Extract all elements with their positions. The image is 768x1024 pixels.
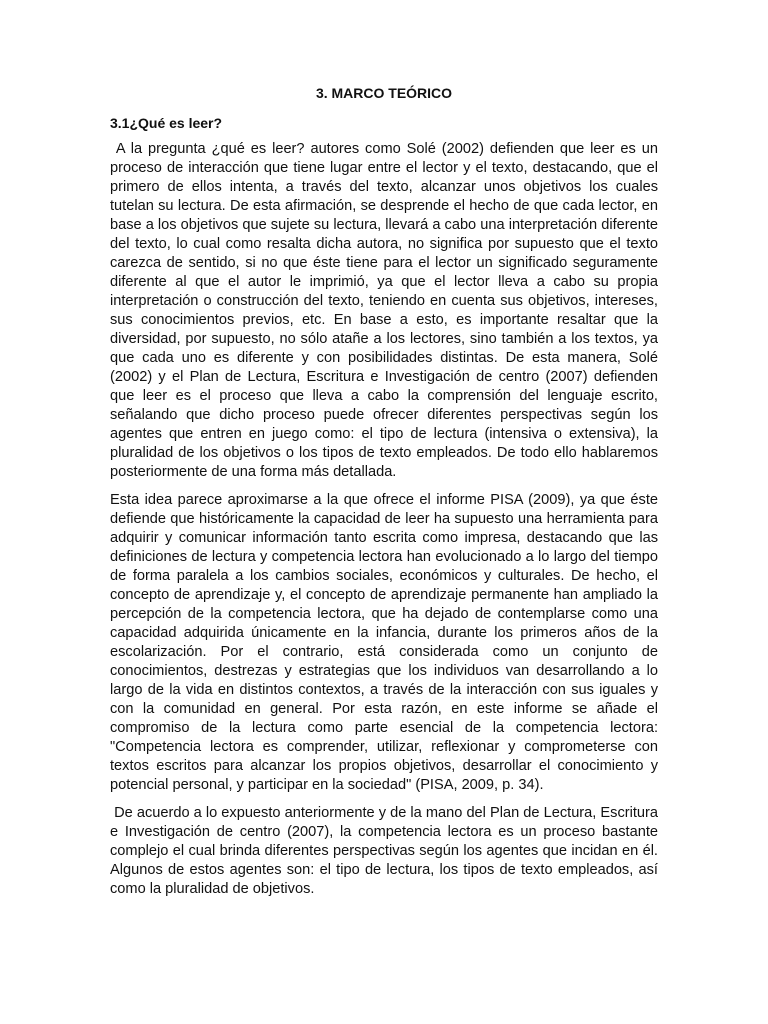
- section-heading: 3.1¿Qué es leer?: [110, 115, 223, 131]
- paragraph-2: Esta idea parece aproximarse a la que ofrece el informe PISA (2009), ya que éste defiende que históricamente la capacidad de leer ha supuesto una herramienta para adquirir y comunicar información tanto escrita como impresa, destacando que las definiciones de lectura y competencia lectora han evolucionado a lo largo del tiempo de forma paralela a los cambios sociales, económicos y culturales. De hecho, el concepto de aprendizaje y, el concepto de aprendizaje permanente han ampliado la percepción de la competencia lectora, que ha dejado de contemplarse como una capacidad adquirida únicamente en la infancia, durante los primeros años de la escolarización. Por el contrario, está considerada como un conjunto de conocimientos, destrezas y estrategias que los individuos van desarrollando a lo largo de la vida en distintos contextos, a través de la interacción con sus iguales y con la comunidad en general. Por esta razón, en este informe se añade el compromiso de la lectura como parte esencial de la competencia lectora: "Competencia lectora es comprender, utilizar, reflexionar y comprometerse con textos escritos para alcanzar los propios objetivos, desarrollar el conocimiento y potencial personal, y participar en la sociedad" (PISA, 2009, p. 34).: [110, 492, 663, 793]
- paragraph-1: A la pregunta ¿qué es leer? autores como Solé (2002) defienden que leer es un proceso de interacción que tiene lugar entre el lector y el texto, destacando, que el primero de ellos intenta, a través del texto, alcanzar unos objetivos los cuales tutelan su lectura. De esta afirmación, se desprende el hecho de que cada lector, en base a los objetivos que sujete su lectura, llevará a cabo una interpretación diferente del texto, lo cual como resalta dicha autora, no significa por supuesto que el texto carezca de sentido, si no que éste tiene para el lector un significado seguramente diferente al que el autor le imprimió, ya que el lector lleva a cabo su propia interpretación o construcción del texto, teniendo en cuenta sus objetivos, intereses, sus conocimientos previos, etc. En base a esto, es importante resaltar que la diversidad, por supuesto, no sólo atañe a los lectores, sino también a los textos, ya que cada uno es diferente y con posibilidades distintas. De esta manera, Solé (2002) y el Plan de Lectura, Escritura e Investigación de centro (2007) defienden que leer es el proceso que lleva a cabo la comprensión del lenguaje escrito, señalando que dicho proceso puede ofrecer diferentes perspectivas según los agentes que entren en juego como: el tipo de lectura (intensiva o extensiva), la pluralidad de los objetivos o los tipos de texto empleados. De todo ello hablaremos posteriormente de una forma más detallada.: [110, 141, 663, 480]
- page-content: [110, 84, 663, 908]
- page-title: 3. MARCO TEÓRICO: [315, 85, 453, 101]
- paragraph-3: De acuerdo a lo expuesto anteriormente y de la mano del Plan de Lectura, Escritura e Investigación de centro (2007), la competencia lectora es un proceso bastante complejo el cual brinda diferentes perspectivas según los agentes que incidan en él. Algunos de estos agentes son: el tipo de lectura, los tipos de texto empleados, así como la pluralidad de objetivos.: [110, 805, 663, 897]
